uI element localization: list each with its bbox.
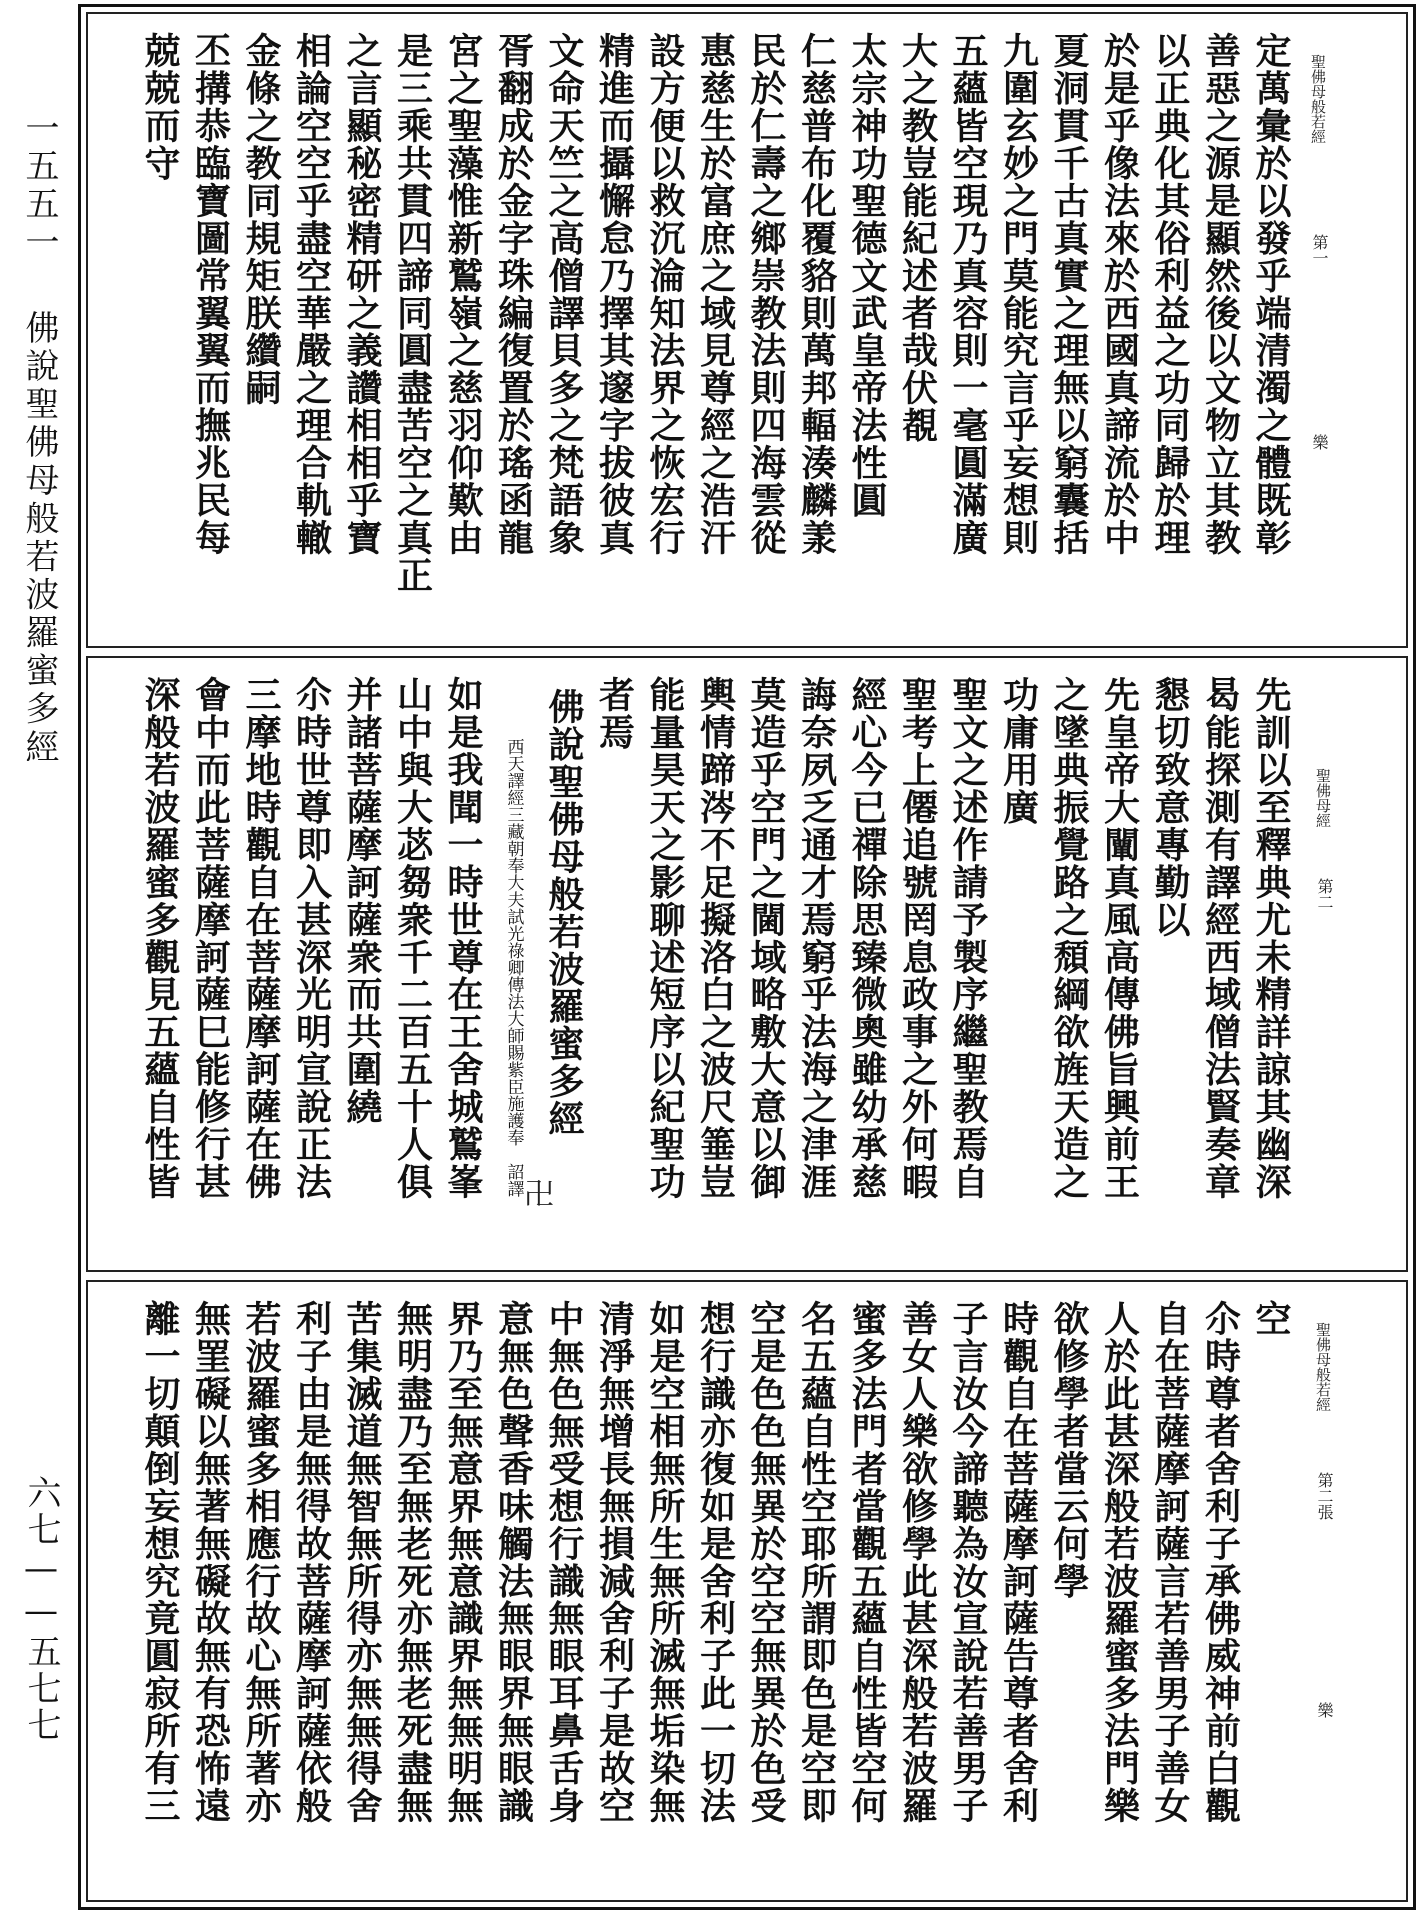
panel2-text-column: 之墜典振覺路之頹綱欲旌天造之 xyxy=(1048,676,1090,1201)
panel1-text-column: 善惡之源是顯然後以文物立其教 xyxy=(1199,32,1242,557)
panel2-text-column: 三摩地時觀自在菩薩摩訶薩在佛 xyxy=(240,676,282,1201)
panel-1 xyxy=(86,12,1408,648)
panel1-text-column: 九圍玄妙之門莫能究言乎妄想則 xyxy=(997,32,1040,557)
panel1-text-column: 仁慈普布化覆貉則萬邦輻湊麟羕 xyxy=(795,32,838,557)
panel3-text-column: 意無色聲香味觸法無眼界無眼識 xyxy=(492,1300,535,1825)
panel3-text-column: 想行識亦復如是舍利子此一切法 xyxy=(694,1300,737,1825)
panel3-text-column: 時觀自在菩薩摩訶薩告尊者舍利 xyxy=(997,1300,1040,1825)
panel2-text-column: 西天譯經三藏朝奉大夫試光祿卿傳法大師賜紫臣施護奉 詔譯 xyxy=(503,738,524,1197)
panel1-text-column: 以正典化其俗利益之功同歸於理 xyxy=(1149,32,1191,557)
panel-3-header-mark2: 樂 xyxy=(1315,1702,1334,1718)
panel3-text-column: 離一切顛倒妄想究竟圓寂所有三 xyxy=(139,1300,181,1825)
panel3-text-column: 中無色無受想行識無眼耳鼻舌身 xyxy=(543,1300,585,1825)
panel1-text-column: 胥翻成於金字珠編復置於瑤函龍 xyxy=(492,32,535,557)
panel-3 xyxy=(86,1280,1408,1902)
panel1-text-column: 設方便以救沉淪知法界之恢宏行 xyxy=(644,32,686,557)
panel2-text-column: 會中而此菩薩摩訶薩巳能修行甚 xyxy=(189,676,232,1201)
panel1-text-column: 精進而攝懈怠乃擇其邃字拔彼真 xyxy=(593,32,636,557)
panel-2-header: 聖佛母經 xyxy=(1314,768,1332,828)
panel1-text-column: 民於仁壽之鄉崇教法則四海雲從 xyxy=(745,32,787,557)
panel1-text-column: 五蘊皆空現乃真容則一毫圓滿廣 xyxy=(947,32,989,557)
panel3-text-column: 自在菩薩摩訶薩言若善男子善女 xyxy=(1149,1300,1191,1825)
panel-2-header-mark: 第二 xyxy=(1315,878,1334,910)
panel3-text-column: 如是空相無所生無所滅無垢染無 xyxy=(644,1300,686,1825)
panel2-text-column: 誨奈夙乏通才焉窮乎法海之津涯 xyxy=(795,676,838,1201)
panel2-text-column: 佛說聖佛母般若波羅蜜多經 xyxy=(543,688,585,1138)
volume-page-number: 一五五一 xyxy=(19,110,59,263)
panel3-text-column: 尒時尊者舍利子承佛威神前白觀 xyxy=(1199,1300,1242,1825)
panel1-text-column: 惠慈生於富庶之域見尊經之浩汗 xyxy=(694,32,737,557)
panel2-text-column: 聖考上僊追號罔息政事之外何暇 xyxy=(896,676,939,1201)
panel3-text-column: 若波羅蜜多相應行故心無所著亦 xyxy=(240,1300,282,1825)
panel3-text-column: 苦集滅道無智無所得亦無無得舍 xyxy=(341,1300,383,1825)
panel-2 xyxy=(86,656,1408,1272)
panel2-text-column: 聖文之述作請予製序繼聖教焉自 xyxy=(947,676,989,1201)
panel1-text-column: 金條之教同規矩朕纘嗣 xyxy=(240,32,282,407)
panel3-text-column: 無罣礙以無著無礙故無有恐怖遠 xyxy=(189,1300,232,1825)
panel2-text-column: 經心今已禪除思臻微奧雖幼承慈 xyxy=(846,676,888,1201)
panel3-text-column: 空 xyxy=(1250,1300,1292,1338)
panel3-text-column: 蜜多法門者當觀五蘊自性皆空何 xyxy=(846,1300,888,1825)
panel2-text-column: 并諸菩薩摩訶薩衆而共圍繞 xyxy=(341,676,383,1126)
panel1-text-column: 太宗神功聖德文武皇帝法性圓 xyxy=(846,32,888,519)
panel2-text-column: 輿情蹄涔不足擬洛白之波尺箠豈 xyxy=(694,676,737,1201)
panel1-text-column: 之言顯秘密精研之義讚相相乎寶 xyxy=(341,32,383,557)
panel3-text-column: 界乃至無意界無意識界無無明無 xyxy=(442,1300,484,1825)
panel3-text-column: 清淨無增長無損減舍利子是故空 xyxy=(593,1300,636,1825)
panel-3-header-mark: 第二張 xyxy=(1315,1472,1334,1520)
panel-3-header: 聖佛母般若經 xyxy=(1314,1322,1332,1412)
panel3-text-column: 空是色色無異於空空無異於色受 xyxy=(745,1300,787,1825)
panel2-text-column: 山中與大苾芻衆千二百五十人俱 xyxy=(391,676,434,1201)
panel1-text-column: 定萬彙於以發乎端清濁之體既彰 xyxy=(1250,32,1292,557)
panel1-text-column: 夏洞貫千古真實之理無以窮囊括 xyxy=(1048,32,1090,557)
panel3-text-column: 子言汝今諦聽為汝宣說若善男子 xyxy=(947,1300,989,1825)
panel3-text-column: 人於此甚深般若波羅蜜多法門樂 xyxy=(1098,1300,1141,1825)
panel2-text-column: 莫造乎空門之閫域略敷大意以御 xyxy=(745,676,787,1201)
panel1-text-column: 是三乘共貫四諦同圓盡苦空之真正 xyxy=(391,32,434,594)
swastika-mark: 卍 xyxy=(518,1178,553,1208)
panel2-text-column: 深般若波羅蜜多觀見五蘊自性皆 xyxy=(139,676,181,1201)
panel2-text-column: 者焉 xyxy=(593,676,636,751)
panel1-text-column: 相論空空乎盡空華嚴之理合軌轍 xyxy=(290,32,333,557)
panel3-text-column: 欲修學者當云何學 xyxy=(1048,1300,1090,1600)
panel1-text-column: 大之教豈能紀述者哉伏覩 xyxy=(896,32,939,444)
panel3-text-column: 無明盡乃至無老死亦無老死盡無 xyxy=(391,1300,434,1825)
panel1-text-column: 於是乎像法來於西國真諦流於中 xyxy=(1098,32,1141,557)
panel2-text-column: 功庸用廣 xyxy=(997,676,1040,826)
panel2-text-column: 尒時世尊即入甚深光明宣說正法 xyxy=(290,676,333,1201)
panel-1-header-mark2: 樂 xyxy=(1310,434,1329,450)
panel3-text-column: 名五蘊自性空耶所謂即色是空即 xyxy=(795,1300,838,1825)
panel2-text-column: 曷能探測有譯經西域僧法賢奏章 xyxy=(1199,676,1242,1201)
panel3-text-column: 利子由是無得故菩薩摩訶薩依般 xyxy=(290,1300,333,1825)
panel-1-header: 聖佛母般若經 xyxy=(1309,54,1327,144)
panel2-text-column: 能量昊天之影聊述短序以紀聖功 xyxy=(644,676,686,1201)
panel1-text-column: 丕搆恭臨寶圖常翼翼而撫兆民每 xyxy=(189,32,232,557)
panel-1-header-mark: 第一 xyxy=(1310,234,1329,266)
panel2-text-column: 先皇帝大闡真風高傳佛旨興前王 xyxy=(1098,676,1141,1201)
panel2-text-column: 懇切致意專勤以 xyxy=(1149,676,1191,939)
panel2-text-column: 如是我聞一時世尊在王舍城鷲峯 xyxy=(442,676,484,1201)
folio-number: 六七——五七七 xyxy=(21,1475,61,1745)
panel1-text-column: 兢兢而守 xyxy=(139,32,181,182)
sutra-title-margin: 佛說聖佛母般若波羅蜜多經 xyxy=(19,310,59,767)
panel2-text-column: 先訓以至釋典尤未精詳諒其幽深 xyxy=(1250,676,1292,1201)
panel1-text-column: 文命天竺之高僧譯貝多之梵語象 xyxy=(543,32,585,557)
panel1-text-column: 宮之聖藻惟新鷲嶺之慈羽仰歎由 xyxy=(442,32,484,557)
panel3-text-column: 善女人樂欲修學此甚深般若波羅 xyxy=(896,1300,939,1825)
